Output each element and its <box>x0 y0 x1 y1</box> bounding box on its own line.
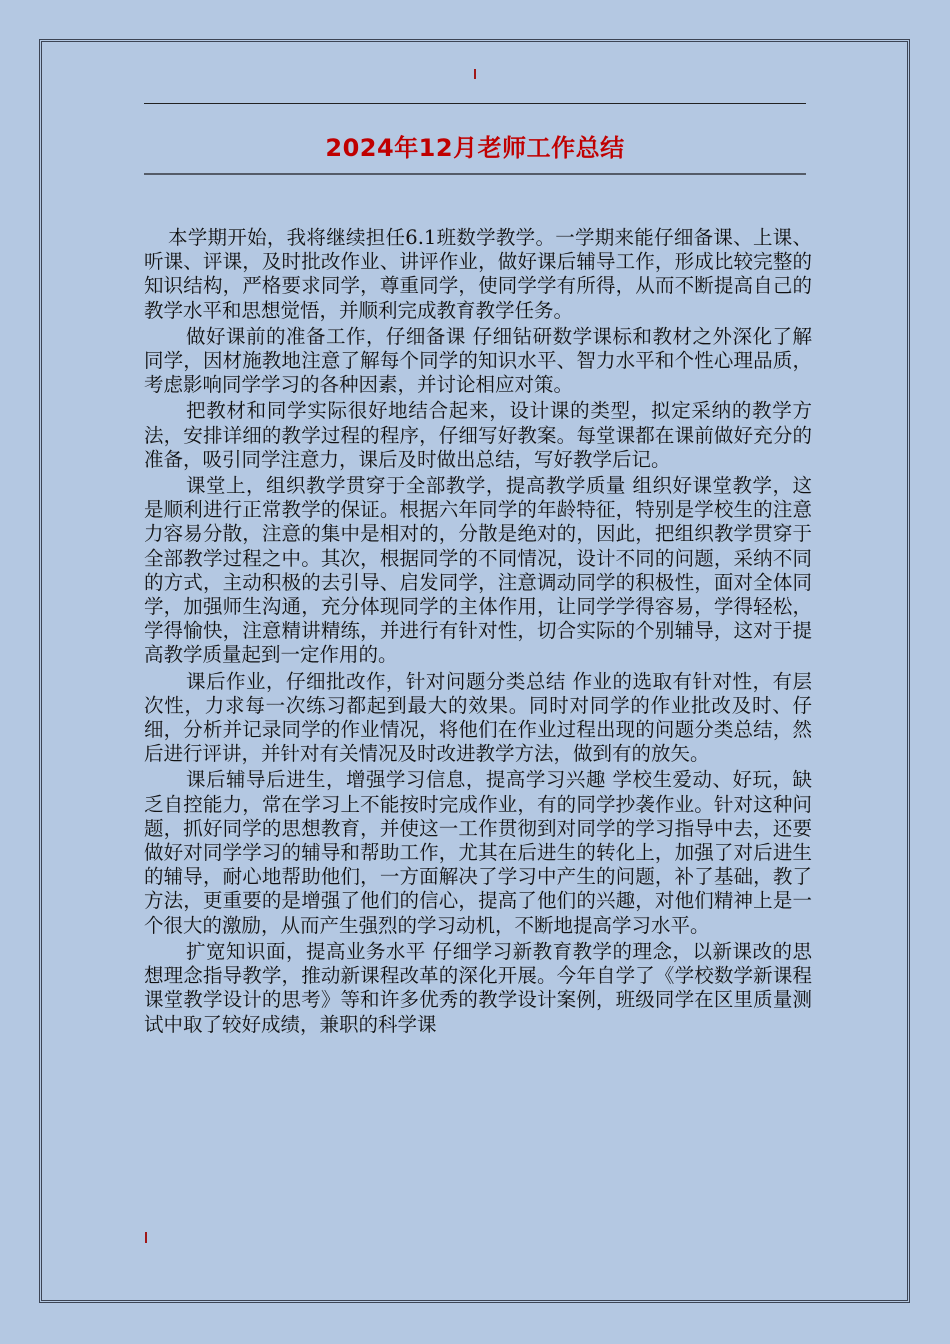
document-title: 2024年12月老师工作总结 <box>325 134 625 162</box>
title-underline <box>144 173 806 175</box>
paragraph: 课堂上，组织教学贯穿于全部教学，提高教学质量 组织好课堂教学，这是顺利进行正常教学的保证。根据六年同学的年龄特征，特别是学校生的注意力容易分散，注意的集中是相对的，分散是绝对的，因此，把组织教学贯穿于全部教学过程之中。其次，根据同学的不同情况，设计不同的问题，采纳不同的方式，主动积极的去引导、启发同学，注意调动同学的积极性，面对全体同学，加强师生沟通，充分体现同学的主体作用，让同学学得容易，学得轻松，学得愉快，注意精讲精练，并进行有针对性，切合实际的个别辅导，这对于提高教学质量起到一定作用的。 <box>144 474 812 667</box>
footer-cursor-mark <box>145 1232 147 1243</box>
header-cursor-mark <box>474 69 476 79</box>
paragraph: 本学期开始，我将继续担任6.1班数学教学。一学期来能仔细备课、上课、听课、评课，及时批改作业、讲评作业，做好课后辅导工作，形成比较完整的知识结构，严格要求同学，尊重同学，使同学学有所得，从而不断提高自己的教学水平和思想觉悟，并顺利完成教育教学任务。 <box>144 226 812 322</box>
paragraph: 课后作业，仔细批改作，针对问题分类总结 作业的选取有针对性，有层次性，力求每一次练习都起到最大的效果。同时对同学的作业批改及时、仔细，分析并记录同学的作业情况，将他们在作业过程出现的问题分类总结，然后进行评讲，并针对有关情况及时改进教学方法，做到有的放矢。 <box>144 669 812 766</box>
paragraph: 把教材和同学实际很好地结合起来，设计课的类型，拟定采纳的教学方法，安排详细的教学过程的程序，仔细写好教案。每堂课都在课前做好充分的准备，吸引同学注意力，课后及时做出总结，写好教学后记。 <box>144 399 812 471</box>
paragraph: 做好课前的准备工作，仔细备课 仔细钻研数学课标和教材之外深化了解同学，因材施教地注意了解每个同学的知识水平、智力水平和个性心理品质，考虑影响同学学习的各种因素，并讨论相应对策。 <box>144 324 812 397</box>
paragraph: 扩宽知识面，提高业务水平 仔细学习新教育教学的理念，以新课改的思想理念指导教学，推动新课程改革的深化开展。今年自学了《学校数学新课程课堂教学设计的思考》等和许多优秀的教学设计案例，班级同学在区里质量测试中取了较好成绩，兼职的科学课 <box>144 939 812 1036</box>
paragraph: 课后辅导后进生，增强学习信息，提高学习兴趣 学校生爱动、好玩，缺乏自控能力，常在学习上不能按时完成作业，有的同学抄袭作业。针对这种问题，抓好同学的思想教育，并使这一工作贯彻到对同学的学习指导中去，还要做好对同学学习的辅导和帮助工作，尤其在后进生的转化上，加强了对后进生的辅导，耐心地帮助他们，一方面解决了学习中产生的问题，补了基础，教了方法，更重要的是增强了他们的信心，提高了他们的兴趣，对他们精神上是一个很大的激励，从而产生强烈的学习动机，不断地提高学习水平。 <box>144 768 812 937</box>
document-body <box>144 226 812 1039</box>
header-rule <box>144 103 806 104</box>
